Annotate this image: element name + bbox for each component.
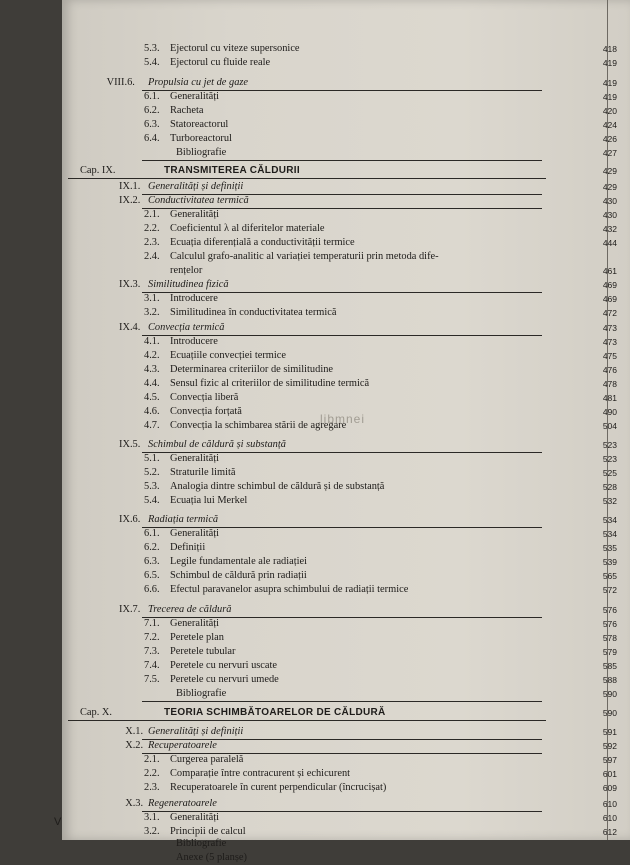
toc-entry bbox=[62, 278, 617, 292]
toc-entry bbox=[62, 617, 617, 631]
toc-entry bbox=[62, 306, 617, 320]
toc-entry-number: IX.7. bbox=[119, 604, 141, 615]
toc-entry bbox=[62, 236, 617, 250]
toc-entry-number: 2.2. bbox=[144, 223, 160, 234]
toc-entry bbox=[62, 631, 617, 645]
toc-entry bbox=[62, 42, 617, 56]
toc-entry-title: Statoreactorul bbox=[170, 119, 229, 130]
toc-entry-title: Generalități bbox=[170, 91, 220, 102]
toc-entry-number: 3.1. bbox=[144, 293, 160, 304]
toc-entry-title: Schimbul de căldură și substanță bbox=[148, 439, 286, 450]
toc-entry-title: Conductivitatea termică bbox=[148, 195, 249, 206]
toc-entry-number: 7.2. bbox=[144, 632, 160, 643]
toc-entry bbox=[62, 76, 617, 90]
toc-entry-title: Trecerea de căldură bbox=[148, 604, 232, 615]
toc-entry-number: 4.4. bbox=[144, 378, 160, 389]
toc-entry bbox=[62, 706, 617, 720]
toc-entry-title: Racheta bbox=[170, 105, 204, 116]
toc-entry-number: 4.7. bbox=[144, 420, 160, 431]
toc-entry-number: 3.2. bbox=[144, 307, 160, 318]
toc-entry-number: 6.2. bbox=[144, 542, 160, 553]
toc-entry-number: 6.4. bbox=[144, 133, 160, 144]
toc-entry-number: 2.3. bbox=[144, 237, 160, 248]
toc-entry bbox=[62, 194, 617, 208]
toc-entry bbox=[62, 797, 617, 811]
toc-entry-number: 7.1. bbox=[144, 618, 160, 629]
toc-entry-title: Anexe (5 planșe) bbox=[176, 852, 247, 863]
toc-entry-page: 469 bbox=[602, 294, 617, 304]
toc-entry-title: Ejectorul cu viteze supersonice bbox=[170, 43, 300, 54]
toc-entry-number: 4.1. bbox=[144, 336, 160, 347]
toc-entry-page: 444 bbox=[602, 238, 617, 248]
toc-entry-page: 588 bbox=[602, 675, 617, 685]
toc-entry bbox=[62, 292, 617, 306]
toc-entry-number: 6.1. bbox=[144, 528, 160, 539]
toc-entry-number: IX.6. bbox=[119, 514, 141, 525]
toc-entry-title: rențelor bbox=[170, 265, 203, 276]
toc-entry-number: 2.1. bbox=[144, 754, 160, 765]
toc-entry-number: 5.4. bbox=[144, 495, 160, 506]
toc-underline bbox=[142, 160, 542, 161]
toc-entry-page: 528 bbox=[602, 482, 617, 492]
toc-entry bbox=[62, 335, 617, 349]
toc-entry-title: Peretele tubular bbox=[170, 646, 236, 657]
toc-entry-number: Cap. X. bbox=[80, 707, 113, 718]
toc-entry-page: 472 bbox=[602, 308, 617, 318]
toc-entry bbox=[62, 541, 617, 555]
toc-entry-page: 610 bbox=[602, 813, 617, 823]
toc-entry-title: Schimbul de căldură prin radiații bbox=[170, 570, 307, 581]
toc-entry-page: 525 bbox=[602, 468, 617, 478]
toc-entry-number: 6.1. bbox=[144, 91, 160, 102]
toc-entry-page: 424 bbox=[602, 120, 617, 130]
toc-entry-number: 7.4. bbox=[144, 660, 160, 671]
toc-entry bbox=[62, 391, 617, 405]
toc-entry-title: Convecția forțată bbox=[170, 406, 242, 417]
toc-entry-title: Introducere bbox=[170, 293, 218, 304]
toc-entry-title: Ecuația lui Merkel bbox=[170, 495, 248, 506]
toc-entry-number: X.1. bbox=[125, 726, 144, 737]
toc-entry-title: Propulsia cu jet de gaze bbox=[148, 77, 249, 88]
toc-entry-number: 7.5. bbox=[144, 674, 160, 685]
toc-entry-number: 2.2. bbox=[144, 768, 160, 779]
toc-entry-page: 420 bbox=[602, 106, 617, 116]
toc-entry-title: TRANSMITEREA CĂLDURII bbox=[164, 165, 300, 176]
toc-entry-page: 535 bbox=[602, 543, 617, 553]
toc-entry bbox=[62, 513, 617, 527]
toc-entry-page: 610 bbox=[602, 799, 617, 809]
toc-entry-title: Generalități bbox=[170, 618, 220, 629]
toc-entry bbox=[62, 781, 617, 795]
toc-entry-title: Peretele cu nervuri umede bbox=[170, 674, 279, 685]
toc-entry-page: 612 bbox=[602, 827, 617, 837]
toc-entry-title: Convecția la schimbarea stării de agregare bbox=[170, 420, 347, 431]
toc-entry-number: IX.5. bbox=[119, 439, 141, 450]
toc-entry-title: Ecuația diferențială a conductivității termice bbox=[170, 237, 355, 248]
toc-entry-page: 578 bbox=[602, 633, 617, 643]
toc-entry-title: Curgerea paralelă bbox=[170, 754, 244, 765]
toc-entry-page: 419 bbox=[602, 58, 617, 68]
toc-entry-page: 565 bbox=[602, 571, 617, 581]
toc-entry-page: 475 bbox=[602, 351, 617, 361]
toc-entry bbox=[62, 222, 617, 236]
toc-entry-title: Efectul paravanelor asupra schimbului de radiații termice bbox=[170, 584, 409, 595]
toc-entry-title: Definiții bbox=[170, 542, 206, 553]
toc-entry-title: Convecția termică bbox=[148, 322, 225, 333]
toc-entry bbox=[62, 208, 617, 222]
toc-entry-page: 591 bbox=[602, 727, 617, 737]
toc-entry-title: Bibliografie bbox=[176, 147, 227, 158]
toc-entry-number: 4.6. bbox=[144, 406, 160, 417]
toc-underline bbox=[68, 720, 546, 721]
toc-entry-number: 5.4. bbox=[144, 57, 160, 68]
toc-entry bbox=[62, 377, 617, 391]
toc-entry-number: IX.1. bbox=[119, 181, 141, 192]
toc-entry-number: VIII.6. bbox=[106, 77, 135, 88]
toc-entry-title: Radiația termică bbox=[148, 514, 219, 525]
toc-entry-page: 539 bbox=[602, 557, 617, 567]
toc-entry bbox=[62, 264, 617, 278]
toc-entry-page: 579 bbox=[602, 647, 617, 657]
toc-entry-number: 2.4. bbox=[144, 251, 160, 262]
toc-entry-page: 576 bbox=[602, 605, 617, 615]
toc-entry-title: Peretele cu nervuri uscate bbox=[170, 660, 278, 671]
toc-entry bbox=[62, 180, 617, 194]
toc-entry bbox=[62, 739, 617, 753]
toc-entry-page: 473 bbox=[602, 323, 617, 333]
toc-entry-number: IX.2. bbox=[119, 195, 141, 206]
toc-entry-page: 585 bbox=[602, 661, 617, 671]
toc-entry bbox=[62, 527, 617, 541]
toc-entry-page: 523 bbox=[602, 440, 617, 450]
toc-entry-title: Peretele plan bbox=[170, 632, 224, 643]
toc-entry bbox=[62, 494, 617, 508]
toc-entry-title: Generalități și definiții bbox=[148, 181, 244, 192]
toc-entry-number: 6.2. bbox=[144, 105, 160, 116]
toc-entry-number: 4.2. bbox=[144, 350, 160, 361]
toc-entry-title: Calculul grafo-analitic al variației temperaturii prin metoda dife- bbox=[170, 251, 439, 262]
toc-entry-title: TEORIA SCHIMBĂTOARELOR DE CĂLDURĂ bbox=[164, 707, 386, 718]
toc-entry-title: Coeficientul λ al diferitelor materiale bbox=[170, 223, 325, 234]
toc-entry bbox=[62, 452, 617, 466]
toc-entry-page: 429 bbox=[602, 182, 617, 192]
toc-entry-number: 4.3. bbox=[144, 364, 160, 375]
toc-entry bbox=[62, 132, 617, 146]
toc-entry-number: Cap. IX. bbox=[80, 165, 116, 176]
toc-entry-title: Legile fundamentale ale radiației bbox=[170, 556, 308, 567]
toc-entry-title: Turboreactorul bbox=[170, 133, 232, 144]
toc-entry bbox=[62, 687, 617, 701]
toc-entry-title: Analogia dintre schimbul de căldură și de substanță bbox=[170, 481, 385, 492]
toc-entry-number: IX.4. bbox=[119, 322, 141, 333]
toc-entry-page: 418 bbox=[602, 44, 617, 54]
toc-entry bbox=[62, 583, 617, 597]
toc-entry-page: 576 bbox=[602, 619, 617, 629]
toc-entry-title: Straturile limită bbox=[170, 467, 236, 478]
toc-entry-page: 481 bbox=[602, 393, 617, 403]
toc-entry-title: Ejectorul cu fluide reale bbox=[170, 57, 271, 68]
toc-entry-title: Convecția liberă bbox=[170, 392, 239, 403]
toc-entry-page: 427 bbox=[602, 148, 617, 158]
toc-entry bbox=[62, 56, 617, 70]
toc-entry-page: 429 bbox=[602, 166, 617, 176]
toc-entry-title: Bibliografie bbox=[176, 838, 227, 849]
toc-entry bbox=[62, 673, 617, 687]
toc-entry-title: Generalități bbox=[170, 812, 220, 823]
toc-entry-title: Similitudinea fizică bbox=[148, 279, 229, 290]
toc-entry-title: Sensul fizic al criteriilor de similitudine termică bbox=[170, 378, 370, 389]
toc-entry-number: X.3. bbox=[125, 798, 144, 809]
toc-entry-page: 469 bbox=[602, 280, 617, 290]
toc-entry bbox=[62, 555, 617, 569]
toc-entry-number: 2.3. bbox=[144, 782, 160, 793]
toc-entry-number: 5.2. bbox=[144, 467, 160, 478]
toc-entry-number: 3.1. bbox=[144, 812, 160, 823]
watermark: libmnei bbox=[320, 412, 366, 426]
toc-entry-page: 523 bbox=[602, 454, 617, 464]
toc-entry-number: 5.3. bbox=[144, 43, 160, 54]
toc-entry-page: 430 bbox=[602, 196, 617, 206]
toc-entry-page: 609 bbox=[602, 783, 617, 793]
toc-entry-title: Generalități bbox=[170, 528, 220, 539]
toc-entry-title: Introducere bbox=[170, 336, 218, 347]
toc-entry bbox=[62, 146, 617, 160]
toc-entry bbox=[62, 569, 617, 583]
toc-entry-number: X.2. bbox=[125, 740, 144, 751]
toc-entry bbox=[62, 767, 617, 781]
toc-entry bbox=[62, 438, 617, 452]
toc-entry bbox=[62, 603, 617, 617]
toc-entry-number: 6.3. bbox=[144, 119, 160, 130]
toc-entry-number: 5.1. bbox=[144, 453, 160, 464]
toc-entry-page: 590 bbox=[602, 689, 617, 699]
toc-entry-page: 590 bbox=[602, 708, 617, 718]
toc-entry-number: 6.3. bbox=[144, 556, 160, 567]
toc-entry-page: 419 bbox=[602, 78, 617, 88]
toc-entry-page: 597 bbox=[602, 755, 617, 765]
toc-entry-page: 432 bbox=[602, 224, 617, 234]
toc-entry-page: 426 bbox=[602, 134, 617, 144]
page-number: V bbox=[54, 816, 62, 828]
toc-entry bbox=[62, 837, 617, 851]
toc-underline bbox=[68, 178, 546, 179]
toc-entry-title: Similitudinea în conductivitatea termică bbox=[170, 307, 337, 318]
toc-entry bbox=[62, 725, 617, 739]
toc-entry bbox=[62, 659, 617, 673]
toc-entry bbox=[62, 851, 617, 865]
toc-entry bbox=[62, 250, 617, 264]
toc-entry-page: 601 bbox=[602, 769, 617, 779]
toc-entry-page: 572 bbox=[602, 585, 617, 595]
toc-entry bbox=[62, 466, 617, 480]
toc-entry-number: 5.3. bbox=[144, 481, 160, 492]
toc-entry-title: Regeneratoarele bbox=[148, 798, 217, 809]
toc-entry-page: 461 bbox=[602, 266, 617, 276]
toc-entry-page: 532 bbox=[602, 496, 617, 506]
toc-entry-page: 478 bbox=[602, 379, 617, 389]
toc-entry-page: 476 bbox=[602, 365, 617, 375]
toc-entry-number: 7.3. bbox=[144, 646, 160, 657]
toc-entry-title: Recuperatoarele bbox=[148, 740, 217, 751]
toc-entry bbox=[62, 753, 617, 767]
toc-entry-title: Principii de calcul bbox=[170, 826, 246, 837]
toc-entry bbox=[62, 349, 617, 363]
toc-entry-page: 490 bbox=[602, 407, 617, 417]
toc-entry-page: 473 bbox=[602, 337, 617, 347]
toc-underline bbox=[142, 701, 542, 702]
toc-entry bbox=[62, 811, 617, 825]
toc-entry-title: Ecuațiile convecției termice bbox=[170, 350, 286, 361]
toc-entry-title: Bibliografie bbox=[176, 688, 227, 699]
book-page bbox=[62, 0, 630, 863]
toc-entry bbox=[62, 645, 617, 659]
toc-entry-title: Generalități și definiții bbox=[148, 726, 244, 737]
toc-entry bbox=[62, 164, 617, 178]
toc-entry-title: Generalități bbox=[170, 209, 220, 220]
toc-entry-number: 3.2. bbox=[144, 826, 160, 837]
toc-entry-title: Recuperatoarele în curent perpendicular (încrucișat) bbox=[170, 782, 387, 793]
toc-entry-number: 4.5. bbox=[144, 392, 160, 403]
toc-entry-page: 534 bbox=[602, 529, 617, 539]
toc-entry-page: 534 bbox=[602, 515, 617, 525]
toc-entry-number: 2.1. bbox=[144, 209, 160, 220]
toc-entry-page: 430 bbox=[602, 210, 617, 220]
toc-entry-title: Determinarea criteriilor de similitudine bbox=[170, 364, 334, 375]
toc-entry-title: Generalități bbox=[170, 453, 220, 464]
toc-entry-page: 592 bbox=[602, 741, 617, 751]
toc-entry bbox=[62, 104, 617, 118]
toc-entry bbox=[62, 90, 617, 104]
toc-entry-number: 6.5. bbox=[144, 570, 160, 581]
toc-entry bbox=[62, 363, 617, 377]
toc-entry-page: 504 bbox=[602, 421, 617, 431]
toc-entry-number: IX.3. bbox=[119, 279, 141, 290]
toc-entry-number: 6.6. bbox=[144, 584, 160, 595]
toc-entry bbox=[62, 321, 617, 335]
toc-entry bbox=[62, 480, 617, 494]
toc-entry-title: Comparație între contracurent și echicurent bbox=[170, 768, 351, 779]
toc-entry bbox=[62, 118, 617, 132]
toc-entry-page: 419 bbox=[602, 92, 617, 102]
